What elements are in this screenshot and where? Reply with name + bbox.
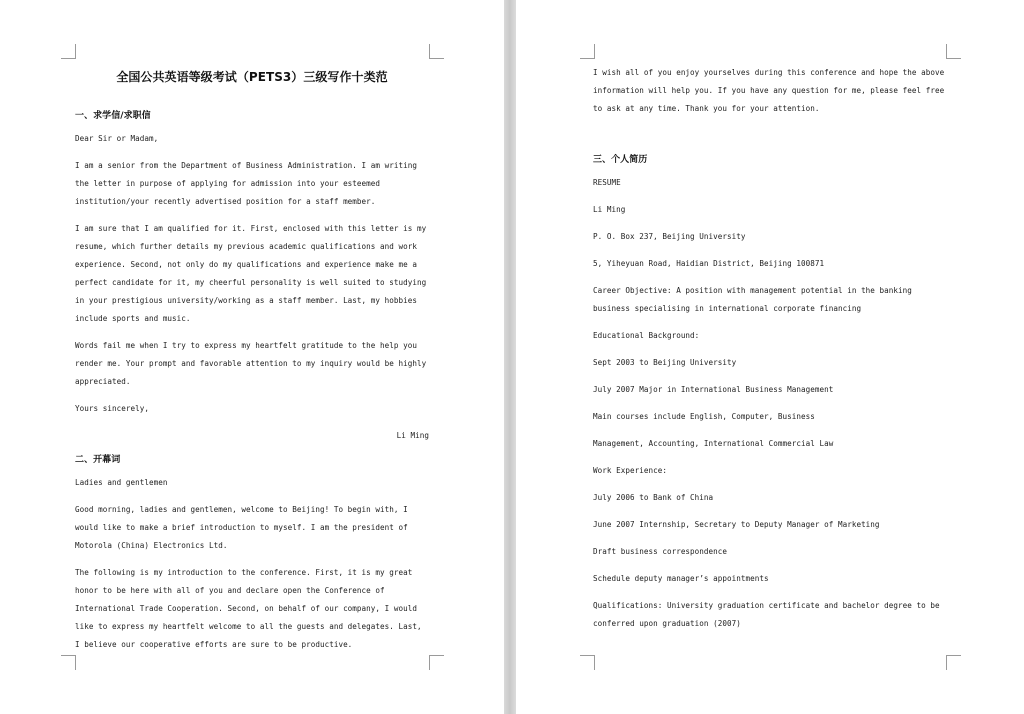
resume-duty-line-1: Draft business correspondence bbox=[593, 547, 728, 556]
section-heading-opening-speech: 二、开幕词 bbox=[75, 455, 121, 465]
crop-mark-bottom-right bbox=[429, 655, 444, 670]
resume-address-line-2: 5, Yiheyuan Road, Haidian District, Beijing 100871 bbox=[593, 259, 825, 268]
speech-paragraph-1: Good morning, ladies and gentlemen, welcome to Beijing! To begin with, I would like to make a brief introduction to myself. I am the president of Motorola (China) Electronics Ltd. bbox=[75, 505, 408, 550]
crop-mark-top-right bbox=[946, 44, 961, 59]
letter-signature: Li Ming bbox=[396, 431, 429, 440]
speech-paragraph-2: The following is my introduction to the conference. First, it is my great honor to be here with all of you and declare open the Conference of International Trade Cooperation. Second, on behalf of our company, I would like to express my heartfelt welcome to all the guests and delegates. Last, I believe our cooperative efforts are sure to be productive. bbox=[75, 568, 422, 649]
resume-education-label: Educational Background: bbox=[593, 331, 700, 340]
page-gutter bbox=[504, 0, 516, 714]
crop-mark-top-left bbox=[580, 44, 595, 59]
crop-mark-bottom-right bbox=[946, 655, 961, 670]
letter-paragraph-1: I am a senior from the Department of Business Administration. I am writing the letter in purpose of applying for admission into your esteemed institution/your recently advertised position for a staff member. bbox=[75, 161, 418, 206]
resume-qualifications: Qualifications: University graduation certificate and bachelor degree to be conferred upon graduation (2007) bbox=[593, 601, 940, 628]
crop-mark-bottom-left bbox=[61, 655, 76, 670]
resume-courses-line-2: Management, Accounting, International Commercial Law bbox=[593, 439, 834, 448]
resume-education-line-1: Sept 2003 to Beijing University bbox=[593, 358, 737, 367]
resume-education-line-2: July 2007 Major in International Business Management bbox=[593, 385, 834, 394]
letter-paragraph-3: Words fail me when I try to express my heartfelt gratitude to the help you render me. Your prompt and favorable attention to my inquiry would be highly appreciated. bbox=[75, 341, 427, 386]
right-page-body bbox=[593, 64, 953, 633]
resume-career-objective: Career Objective: A position with management potential in the banking business specialising in international corporate financing bbox=[593, 286, 912, 313]
resume-label: RESUME bbox=[593, 178, 621, 187]
speech-paragraph-3: I wish all of you enjoy yourselves during this conference and hope the above information will help you. If you have any question for me, please feel free to ask at any time. Thank you for your attention. bbox=[593, 68, 945, 113]
resume-work-label: Work Experience: bbox=[593, 466, 667, 475]
resume-courses-line-1: Main courses include English, Computer, Business bbox=[593, 412, 815, 421]
letter-salutation: Dear Sir or Madam, bbox=[75, 134, 159, 143]
resume-duty-line-2: Schedule deputy manager’s appointments bbox=[593, 574, 769, 583]
crop-mark-top-right bbox=[429, 44, 444, 59]
section-heading-application-letter: 一、求学信/求职信 bbox=[75, 111, 151, 121]
crop-mark-bottom-left bbox=[580, 655, 595, 670]
resume-address-line-1: P. O. Box 237, Beijing University bbox=[593, 232, 746, 241]
resume-name: Li Ming bbox=[593, 205, 626, 214]
crop-mark-top-left bbox=[61, 44, 76, 59]
speech-salutation: Ladies and gentlemen bbox=[75, 478, 168, 487]
left-page-body bbox=[75, 64, 429, 654]
document-title: 全国公共英语等级考试（PETS3）三级写作十类范 bbox=[116, 70, 388, 84]
resume-work-line-2: June 2007 Internship, Secretary to Deputy Manager of Marketing bbox=[593, 520, 880, 529]
letter-paragraph-2: I am sure that I am qualified for it. First, enclosed with this letter is my resume, which further details my previous academic qualifications and work experience. Second, not only do my qualifications and experience make me a perfect candidate for it, my cheerful personality is well suited to studying in your prestigious university/working as a staff member. Last, my hobbies include sports and music. bbox=[75, 224, 427, 323]
letter-closing: Yours sincerely, bbox=[75, 404, 149, 413]
section-heading-resume: 三、个人简历 bbox=[593, 155, 648, 165]
resume-work-line-1: July 2006 to Bank of China bbox=[593, 493, 714, 502]
